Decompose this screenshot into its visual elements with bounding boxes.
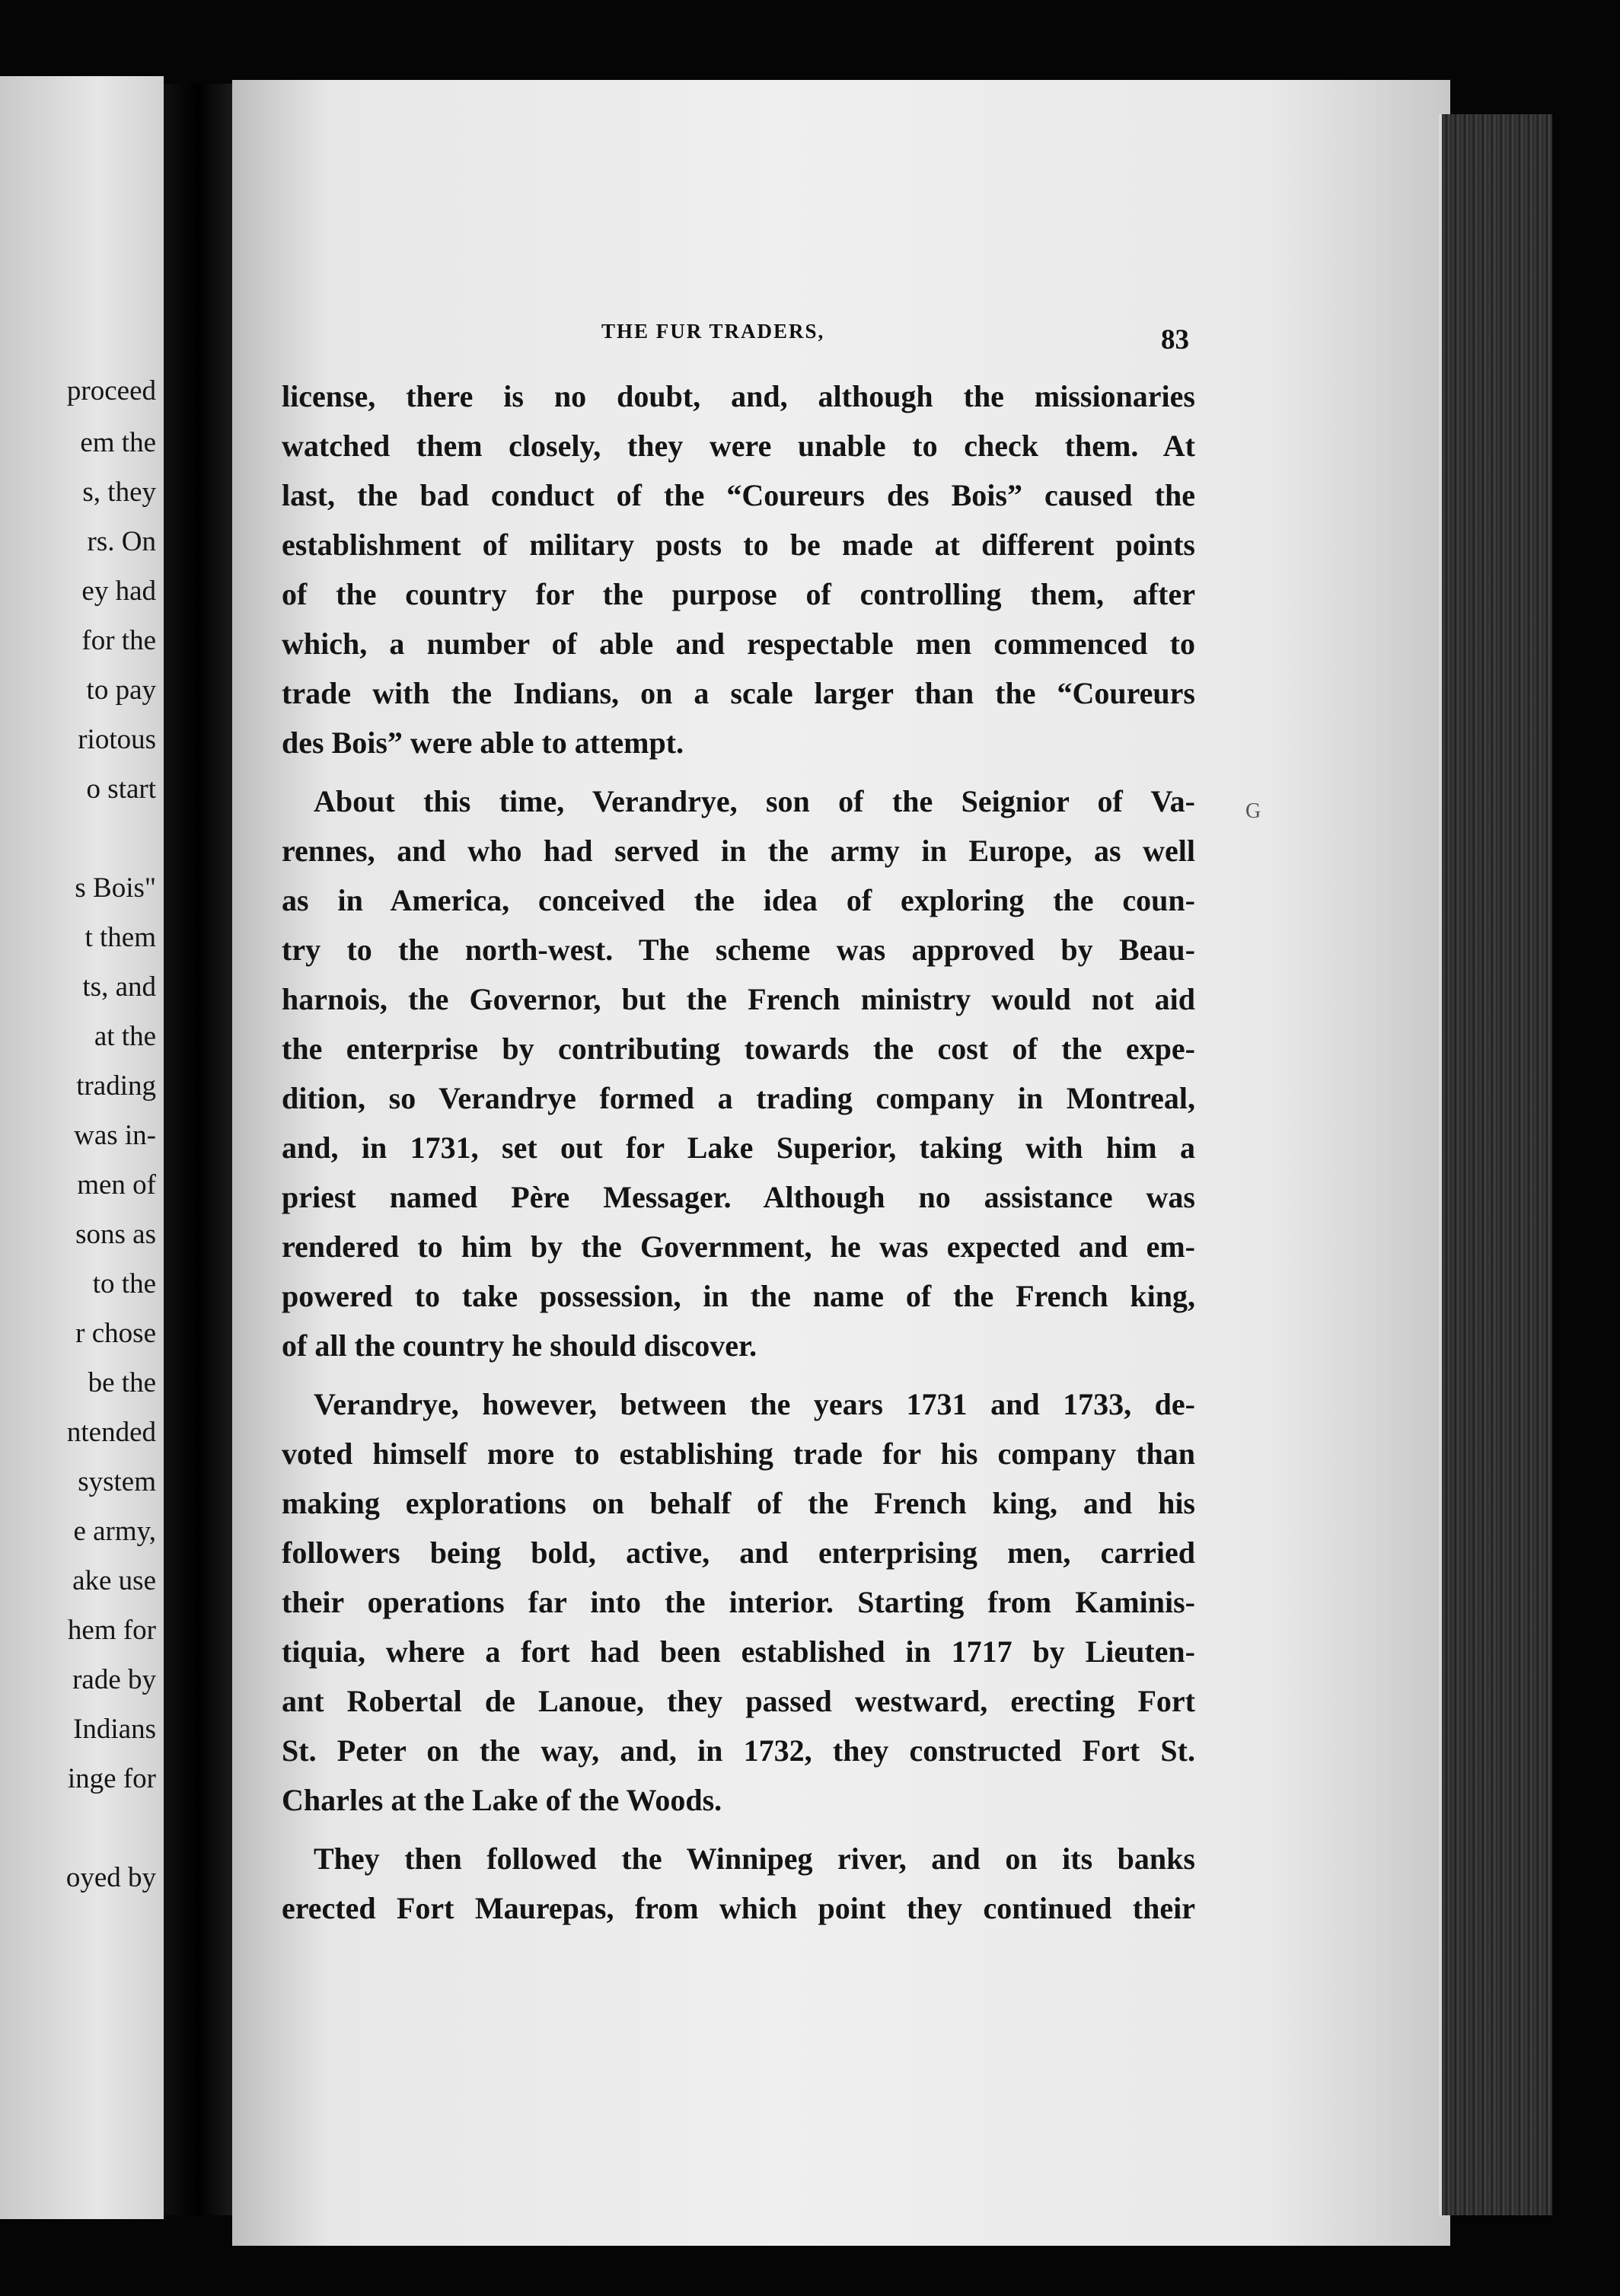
left-page-line: men of — [77, 1169, 156, 1201]
left-page-line: inge for — [67, 1763, 156, 1794]
left-page-line: hem for — [67, 1615, 156, 1646]
body-text — [282, 372, 1195, 1933]
left-page-line: sons as — [75, 1219, 156, 1250]
margin-mark: G — [1245, 799, 1261, 823]
text-line: and, in 1731, set out for Lake Superior, taking with him a — [282, 1130, 1195, 1165]
text-line: voted himself more to establishing trade for his company than — [282, 1437, 1195, 1471]
text-line: watched them closely, they were unable to check them. At — [282, 429, 1195, 463]
text-line: ant Robertal de Lanoue, they passed westward, erecting Fort — [282, 1684, 1195, 1718]
text-line: priest named Père Messager. Although no assistance was — [282, 1180, 1195, 1214]
text-line: as in America, conceived the idea of exploring the coun- — [282, 883, 1195, 917]
text-line: They then followed the Winnipeg river, and on its banks — [314, 1842, 1195, 1876]
text-line: rendered to him by the Government, he was expected and em- — [282, 1229, 1195, 1264]
left-page-line: rs. On — [87, 526, 156, 557]
left-page-line: be the — [88, 1367, 156, 1398]
left-page-line: s, they — [82, 477, 156, 508]
left-page-line: riotous — [78, 724, 156, 755]
left-page-line: r chose — [75, 1318, 156, 1349]
left-page-line: to the — [92, 1268, 156, 1299]
running-head: THE FUR TRADERS, — [601, 320, 825, 343]
text-line: making explorations on behalf of the French king, and his — [282, 1486, 1195, 1520]
page-edges — [1439, 114, 1552, 2215]
left-page-line: ey had — [81, 576, 156, 607]
left-page-line: was in- — [74, 1120, 156, 1151]
left-page-line: for the — [81, 625, 156, 656]
left-page-line: t them — [85, 922, 156, 953]
text-line: Charles at the Lake of the Woods. — [282, 1783, 722, 1817]
text-line: dition, so Verandrye formed a trading company in Montreal, — [282, 1081, 1195, 1115]
text-line: establishment of military posts to be made at different points — [282, 528, 1195, 562]
left-page-line: proceed — [66, 375, 156, 407]
left-page-line: trading — [76, 1070, 156, 1102]
left-page-line: o start — [86, 773, 156, 805]
text-line: followers being bold, active, and enterprising men, carried — [282, 1535, 1195, 1570]
left-page-line: at the — [94, 1021, 156, 1052]
text-line: of the country for the purpose of controlling them, after — [282, 577, 1195, 611]
text-line: rennes, and who had served in the army in Europe, as well — [282, 834, 1195, 868]
text-line: About this time, Verandrye, son of the Seignior of Va- — [314, 784, 1195, 818]
left-page-line: ake use — [72, 1565, 156, 1596]
left-page-line: s Bois" — [75, 872, 156, 904]
text-line: Verandrye, however, between the years 1731 and 1733, de- — [314, 1387, 1195, 1421]
left-page-line: to pay — [86, 674, 156, 706]
left-page-line: ntended — [66, 1417, 156, 1448]
text-line: harnois, the Governor, but the French ministry would not aid — [282, 982, 1195, 1016]
text-line: of all the country he should discover. — [282, 1328, 757, 1363]
left-page-line: rade by — [72, 1664, 156, 1695]
left-page — [0, 76, 164, 2219]
page-number: 83 — [1161, 324, 1189, 356]
left-page-line: Indians — [73, 1714, 156, 1745]
text-line: powered to take possession, in the name of the French king, — [282, 1279, 1195, 1313]
text-line: try to the north-west. The scheme was approved by Beau- — [282, 933, 1195, 967]
text-line: their operations far into the interior. Starting from Kaminis- — [282, 1585, 1195, 1619]
book-gutter — [164, 84, 232, 2215]
text-line: which, a number of able and respectable men commenced to — [282, 627, 1195, 661]
text-line: last, the bad conduct of the “Coureurs des Bois” caused the — [282, 478, 1195, 512]
text-line: des Bois” were able to attempt. — [282, 725, 684, 760]
left-page-line: e army, — [73, 1516, 156, 1547]
left-page-line: oyed by — [65, 1862, 156, 1893]
text-line: trade with the Indians, on a scale larger than the “Coureurs — [282, 676, 1195, 710]
text-line: erected Fort Maurepas, from which point they continued their — [282, 1891, 1195, 1925]
text-line: license, there is no doubt, and, although the missionaries — [282, 379, 1195, 413]
text-line: the enterprise by contributing towards the cost of the expe- — [282, 1032, 1195, 1066]
left-page-line: ts, and — [82, 971, 156, 1003]
left-page-line: system — [78, 1466, 156, 1497]
text-line: St. Peter on the way, and, in 1732, they constructed Fort St. — [282, 1733, 1195, 1768]
text-line: tiquia, where a fort had been established in 1717 by Lieuten- — [282, 1634, 1195, 1669]
left-page-line: em the — [80, 427, 156, 458]
